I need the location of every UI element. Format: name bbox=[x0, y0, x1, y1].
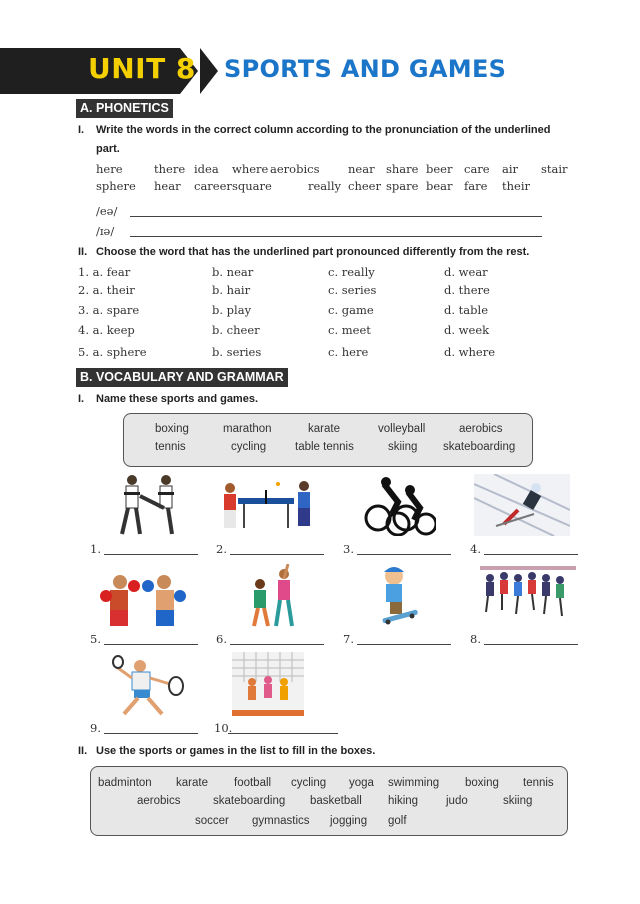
picture-number: 3. bbox=[343, 542, 354, 556]
word-bank-2-item: yoga bbox=[349, 777, 374, 789]
phonetics-word: career bbox=[194, 179, 232, 193]
section-a-heading: A. PHONETICS bbox=[76, 99, 173, 118]
multiple-choice-option: b. series bbox=[212, 345, 262, 359]
multiple-choice-option: d. there bbox=[444, 283, 490, 297]
phonetics-word: fare bbox=[464, 179, 488, 193]
answer-line[interactable] bbox=[230, 554, 324, 555]
skiing-picture bbox=[474, 474, 570, 536]
unit-banner bbox=[0, 48, 640, 94]
question-1-text-cont: part. bbox=[96, 143, 120, 155]
phonetics-word: there bbox=[154, 162, 186, 176]
phonetics-word: really bbox=[308, 179, 342, 193]
phonetics-word: here bbox=[96, 162, 123, 176]
multiple-choice-option: 1. a. fear bbox=[78, 265, 131, 279]
multiple-choice-option: c. here bbox=[328, 345, 369, 359]
multiple-choice-option: b. hair bbox=[212, 283, 251, 297]
word-bank-1-item: volleyball bbox=[378, 423, 426, 435]
answer-line[interactable] bbox=[228, 733, 338, 734]
marathon-picture bbox=[480, 566, 576, 618]
multiple-choice-option: 2. a. their bbox=[78, 283, 135, 297]
multiple-choice-option: c. really bbox=[328, 265, 375, 279]
answer-line[interactable] bbox=[230, 644, 324, 645]
word-bank-2-item: gymnastics bbox=[252, 815, 310, 827]
word-bank-2-item: swimming bbox=[388, 777, 440, 789]
word-bank-2-item: football bbox=[234, 777, 272, 789]
multiple-choice-option: c. game bbox=[328, 303, 374, 317]
phonetics-word: air bbox=[502, 162, 519, 176]
unit-title: SPORTS AND GAMES bbox=[224, 55, 507, 83]
picture-number: 2. bbox=[216, 542, 227, 556]
picture-number: 8. bbox=[470, 632, 481, 646]
phonetics-word: care bbox=[464, 162, 490, 176]
boxing-picture bbox=[96, 566, 186, 628]
multiple-choice-option: 3. a. spare bbox=[78, 303, 140, 317]
picture-number: 6. bbox=[216, 632, 227, 646]
picture-number: 4. bbox=[470, 542, 481, 556]
word-bank-2-item: judo bbox=[446, 795, 468, 807]
picture-number: 9. bbox=[90, 721, 101, 735]
word-bank-1-item: tennis bbox=[155, 441, 186, 453]
phonetics-word: square bbox=[232, 179, 272, 193]
answer-line[interactable] bbox=[484, 644, 578, 645]
word-bank-1 bbox=[123, 413, 533, 467]
aerobics-picture bbox=[244, 564, 300, 628]
phonetics-word: bear bbox=[426, 179, 453, 193]
question-b1-text: Name these sports and games. bbox=[96, 393, 259, 405]
cycling-picture bbox=[364, 474, 436, 536]
word-bank-1-item: boxing bbox=[155, 423, 189, 435]
word-bank-1-item: aerobics bbox=[459, 423, 503, 435]
phonetics-word: spare bbox=[386, 179, 419, 193]
answer-line[interactable] bbox=[104, 554, 198, 555]
multiple-choice-option: 5. a. sphere bbox=[78, 345, 147, 359]
phonetics-word: their bbox=[502, 179, 531, 193]
picture-number: 10. bbox=[214, 721, 233, 735]
word-bank-1-item: cycling bbox=[231, 441, 267, 453]
multiple-choice-option: b. near bbox=[212, 265, 254, 279]
word-bank-2-item: skiing bbox=[503, 795, 533, 807]
phonetics-word: where bbox=[232, 162, 269, 176]
phonetics-word: sphere bbox=[96, 179, 136, 193]
word-bank-2-item: tennis bbox=[523, 777, 554, 789]
multiple-choice-option: c. series bbox=[328, 283, 377, 297]
answer-line[interactable] bbox=[484, 554, 578, 555]
picture-number: 7. bbox=[343, 632, 354, 646]
question-b2-text: Use the sports or games in the list to fill in the boxes. bbox=[96, 745, 376, 757]
tennis-picture bbox=[110, 654, 186, 718]
section-b-heading: B. VOCABULARY AND GRAMMAR bbox=[76, 368, 288, 387]
word-bank-2-item: badminton bbox=[98, 777, 152, 789]
skateboarding-picture bbox=[372, 562, 428, 626]
word-bank-2-item: cycling bbox=[291, 777, 327, 789]
multiple-choice-option: d. where bbox=[444, 345, 496, 359]
phonetics-word: cheer bbox=[348, 179, 381, 193]
word-bank-2-item: hiking bbox=[388, 795, 419, 807]
phonetics-word: hear bbox=[154, 179, 181, 193]
answer-line[interactable] bbox=[104, 644, 198, 645]
volleyball-picture bbox=[232, 652, 304, 716]
word-bank-1-item: table tennis bbox=[295, 441, 354, 453]
phonetics-word: aerobics bbox=[270, 162, 320, 176]
answer-line[interactable] bbox=[104, 733, 198, 734]
word-bank-2-item: golf bbox=[388, 815, 407, 827]
multiple-choice-option: b. play bbox=[212, 303, 252, 317]
question-b1-number: I. bbox=[78, 393, 85, 405]
answer-line[interactable] bbox=[357, 554, 451, 555]
multiple-choice-option: b. cheer bbox=[212, 323, 260, 337]
question-1-number: I. bbox=[78, 124, 85, 136]
multiple-choice-option: c. meet bbox=[328, 323, 371, 337]
phonetics-word: beer bbox=[426, 162, 453, 176]
table-tennis-picture bbox=[218, 476, 314, 532]
question-b2-number: II. bbox=[78, 745, 88, 757]
word-bank-2-item: karate bbox=[176, 777, 208, 789]
phonetics-word: near bbox=[348, 162, 375, 176]
phonetics-word: share bbox=[386, 162, 419, 176]
answer-line[interactable] bbox=[357, 644, 451, 645]
phonetics-word: idea bbox=[194, 162, 219, 176]
multiple-choice-option: d. wear bbox=[444, 265, 488, 279]
word-bank-1-item: karate bbox=[308, 423, 340, 435]
sound-ea-answer-line[interactable] bbox=[130, 216, 542, 217]
picture-number: 5. bbox=[90, 632, 101, 646]
word-bank-2-item: skateboarding bbox=[213, 795, 286, 807]
word-bank-2-item: soccer bbox=[195, 815, 229, 827]
sound-ia-answer-line[interactable] bbox=[130, 236, 542, 237]
word-bank-2-item: jogging bbox=[330, 815, 368, 827]
word-bank-1-item: skiing bbox=[388, 441, 418, 453]
karate-picture bbox=[110, 472, 190, 536]
chevron-shape bbox=[200, 48, 218, 94]
multiple-choice-option: d. week bbox=[444, 323, 490, 337]
word-bank-1-item: marathon bbox=[223, 423, 272, 435]
multiple-choice-option: 4. a. keep bbox=[78, 323, 135, 337]
word-bank-2-item: basketball bbox=[310, 795, 362, 807]
question-1-text: Write the words in the correct column according to the pronunciation of the underlined bbox=[96, 124, 551, 136]
sound-ia-label: /ɪə/ bbox=[96, 224, 115, 238]
phonetics-word: stair bbox=[541, 162, 568, 176]
word-bank-2-item: boxing bbox=[465, 777, 499, 789]
word-bank-1-item: skateboarding bbox=[443, 441, 516, 453]
multiple-choice-option: d. table bbox=[444, 303, 488, 317]
word-bank-2-item: aerobics bbox=[137, 795, 181, 807]
picture-number: 1. bbox=[90, 542, 101, 556]
question-2-text: Choose the word that has the underlined part pronounced differently from the rest. bbox=[96, 246, 530, 258]
sound-ea-label: /eə/ bbox=[96, 204, 118, 218]
question-2-number: II. bbox=[78, 246, 88, 258]
unit-number: UNIT 8 bbox=[88, 52, 196, 85]
